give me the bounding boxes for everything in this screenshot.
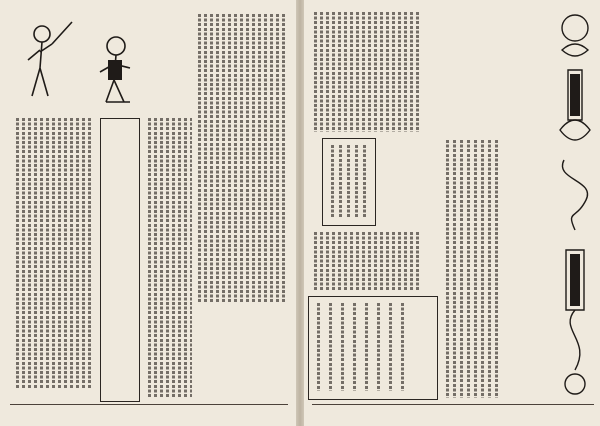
- text-lines-placeholder: [315, 303, 411, 391]
- footer-rule: [312, 404, 594, 405]
- left-page: [0, 0, 296, 426]
- footer-rule: [10, 404, 288, 405]
- text-lines-placeholder: [312, 232, 422, 290]
- ornamental-pillar: [554, 10, 596, 400]
- text-lines-placeholder: [146, 118, 192, 398]
- section-title-box: [100, 118, 140, 402]
- text-lines-placeholder: [14, 118, 94, 388]
- right-page: [304, 0, 600, 426]
- golf-cartoon-illustration: [10, 16, 150, 106]
- text-lines-placeholder: [312, 12, 422, 132]
- text-lines-placeholder: [196, 14, 288, 304]
- prize-box: [308, 296, 438, 400]
- page-gutter: [296, 0, 304, 426]
- text-lines-placeholder: [329, 145, 369, 217]
- text-lines-placeholder: [444, 140, 500, 398]
- date-box: [322, 138, 376, 226]
